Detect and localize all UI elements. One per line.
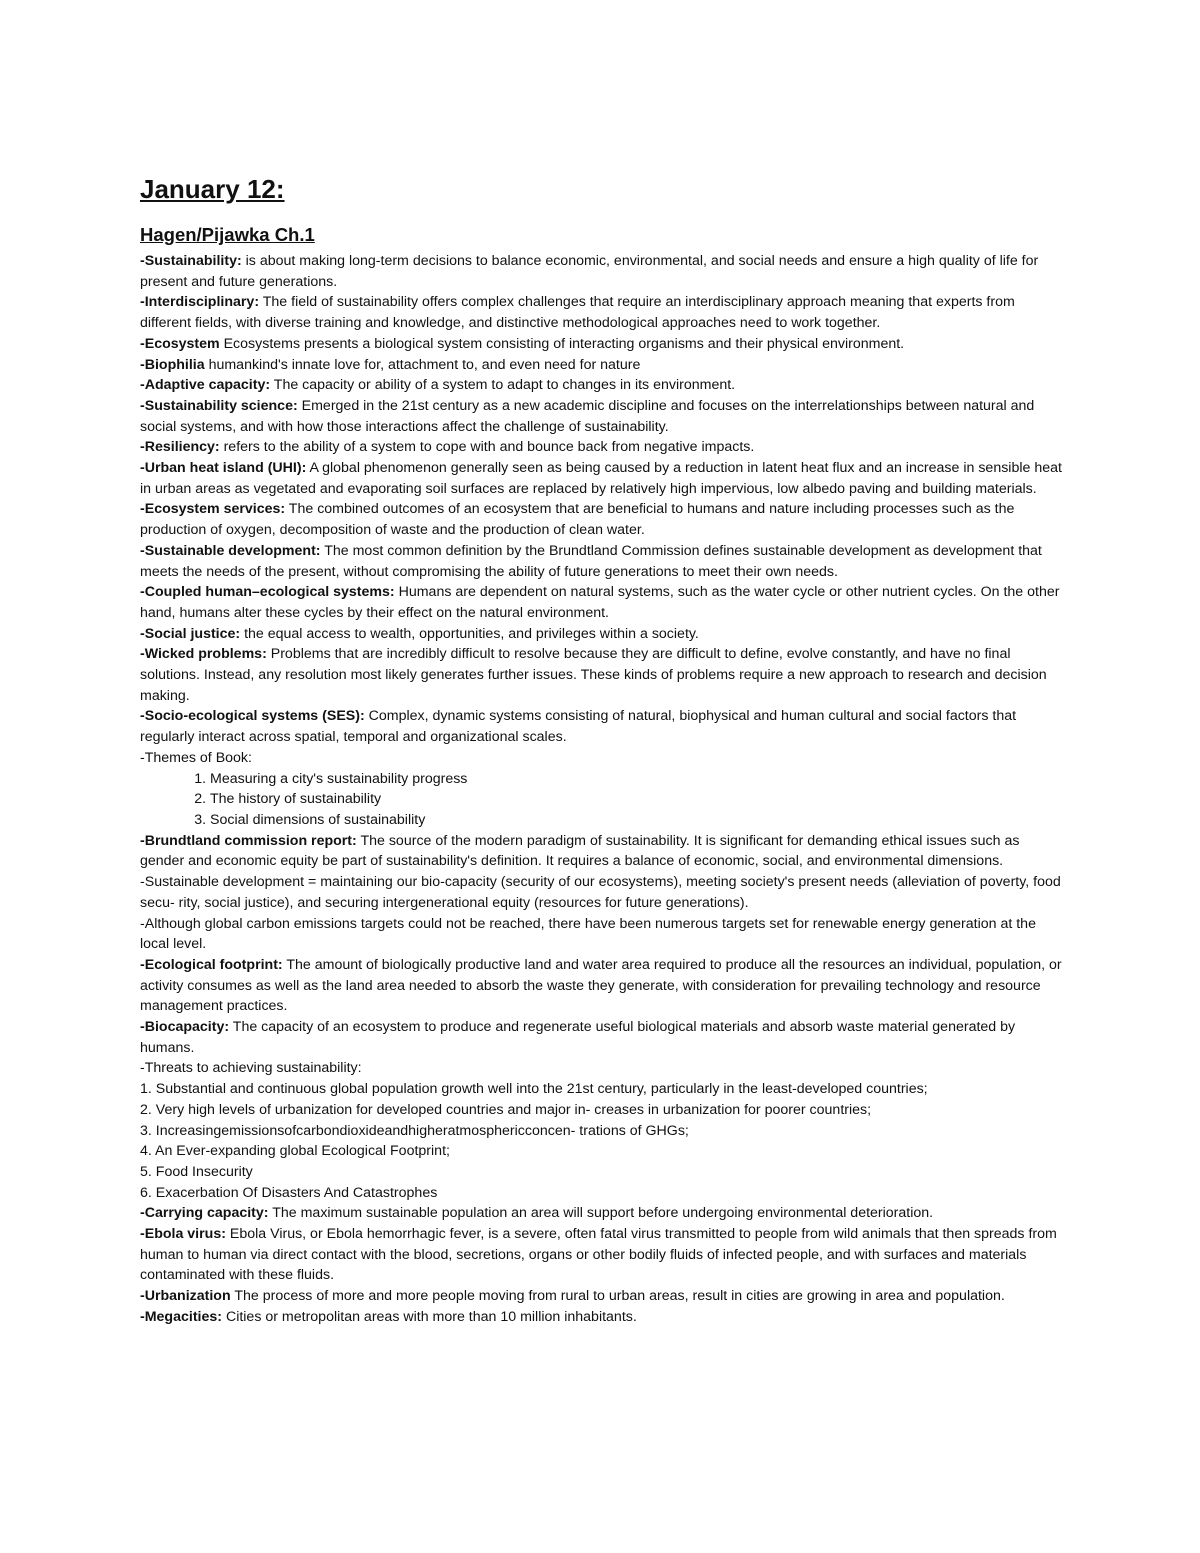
note xyxy=(140,872,1065,913)
term: -Sustainable development: xyxy=(140,542,321,559)
definition xyxy=(140,499,1065,540)
note xyxy=(140,914,1065,955)
term: -Social justice: xyxy=(140,625,241,642)
term: -Urban heat island (UHI): xyxy=(140,460,307,477)
list-item: 2. The history of sustainability xyxy=(210,789,1065,810)
list-item: 1. Measuring a city's sustainability progress xyxy=(210,769,1065,790)
definition-text: the equal access to wealth, opportunities, and privileges within a society. xyxy=(240,625,699,642)
note-text: -Although global carbon emissions targets could not be reached, there have been numerous targets set for renewable energy generation at the local level. xyxy=(140,915,1036,953)
definition-text: Cities or metropolitan areas with more than 10 million inhabitants. xyxy=(222,1308,637,1325)
list-item: 1. Substantial and continuous global population growth well into the 21st century, particularly in the least-developed countries; xyxy=(140,1081,928,1098)
note-text: -Sustainable development = maintaining our bio-capacity (security of our ecosystems), meeting society's present needs (alleviation of poverty, food secu- rity, social justice), and securing intergenerational equity (resources for future generations). xyxy=(140,874,1061,911)
term: -Biocapacity: xyxy=(140,1019,230,1036)
definition xyxy=(140,1203,1065,1224)
definition xyxy=(140,396,1065,437)
term: -Interdisciplinary: xyxy=(140,294,260,311)
term: -Biophilia xyxy=(140,356,205,373)
term: -Ecosystem xyxy=(140,335,220,352)
definition xyxy=(140,955,1065,1017)
term: -Ecosystem services: xyxy=(140,501,286,518)
term: -Socio-ecological systems (SES): xyxy=(140,708,365,725)
term: -Carrying capacity: xyxy=(140,1205,269,1222)
definition-text: The capacity of an ecosystem to produce and regenerate useful biological materials and absorb waste material generated by humans. xyxy=(140,1019,1016,1056)
definitions-b xyxy=(140,831,1065,1059)
definition-text: The amount of biologically productive land and water area required to produce all the resources an individual, population, or activity consumes as well as the land area needed to absorb the waste they generate, with consideration for prevailing technology and resource management practices. xyxy=(140,956,1062,1015)
definition xyxy=(140,355,1065,376)
definition xyxy=(140,624,1065,645)
definition-text: The source of the modern paradigm of sustainability. It is significant for demanding ethical issues such as gender and economic equity be part of sustainability's definition. It requires a balance of economic, social, and environmental dimensions. xyxy=(140,832,1020,870)
definition xyxy=(140,831,1065,872)
term: -Adaptive capacity: xyxy=(140,377,271,394)
definition-text: humankind's innate love for, attachment to, and even need for nature xyxy=(204,356,641,373)
term: -Resiliency: xyxy=(140,439,220,456)
definition xyxy=(140,334,1065,355)
definition-text: The combined outcomes of an ecosystem that are beneficial to humans and nature including processes such as the production of oxygen, decomposition of waste and the production of clean water. xyxy=(140,501,1015,539)
definition xyxy=(140,251,1065,292)
definition-text: refers to the ability of a system to cope with and bounce back from negative impacts. xyxy=(219,439,755,456)
term: -Wicked problems: xyxy=(140,646,267,663)
definition-text: The maximum sustainable population an area will support before undergoing environmental deterioration. xyxy=(268,1205,934,1222)
definition xyxy=(140,541,1065,582)
definition-text: Emerged in the 21st century as a new academic discipline and focuses on the interrelationships between natural and social systems, and with how those interactions affect the challenge of sustainability. xyxy=(140,397,1035,435)
page-title: January 12: xyxy=(140,174,285,204)
list-item: 3. Increasingemissionsofcarbondioxideandhigheratmosphericconcen- trations of GHGs; xyxy=(140,1122,689,1139)
threats-list xyxy=(140,1079,1065,1203)
definition-text: Humans are dependent on natural systems, such as the water cycle or other nutrient cycles. On the other hand, humans alter these cycles by their effect on the natural environment. xyxy=(140,584,1060,621)
definition xyxy=(140,292,1065,333)
term: -Ebola virus: xyxy=(140,1226,226,1243)
definition xyxy=(140,458,1065,499)
themes-heading: -Themes of Book: xyxy=(140,749,252,766)
definition xyxy=(140,582,1065,623)
definition-text: The field of sustainability offers complex challenges that require an interdisciplinary approach meaning that experts from different fields, with diverse training and knowledge, and distinctive methodological approaches need to work together. xyxy=(140,294,1015,332)
list-item: 6. Exacerbation Of Disasters And Catastrophes xyxy=(140,1184,438,1201)
definition-text: The capacity or ability of a system to adapt to changes in its environment. xyxy=(270,377,736,394)
term: -Brundtland commission report: xyxy=(140,832,357,849)
definition xyxy=(140,1286,1065,1307)
definition xyxy=(140,1224,1065,1286)
definition xyxy=(140,706,1065,747)
definition xyxy=(140,375,1065,396)
list-item: 2. Very high levels of urbanization for developed countries and major in- creases in urbanization for poorer countries; xyxy=(140,1101,872,1118)
definition-text: is about making long-term decisions to balance economic, environmental, and social needs and ensure a high quality of life for present and future generations. xyxy=(140,253,1039,290)
term: -Ecological footprint: xyxy=(140,956,283,973)
definition-text: The process of more and more people moving from rural to urban areas, result in cities are growing in area and population. xyxy=(230,1288,1005,1305)
notes-body xyxy=(140,251,1065,1328)
definition-text: A global phenomenon generally seen as being caused by a reduction in latent heat flux and an increase in sensible heat in urban areas as vegetated and evaporating soil surfaces are replaced by relatively high impervious, low albedo paving and building materials. xyxy=(140,460,1062,497)
definition xyxy=(140,1017,1065,1058)
definition-text: Ebola Virus, or Ebola hemorrhagic fever, is a severe, often fatal virus transmitted to people from wild animals that then spreads from human to human via direct contact with the blood, secretions, organs or other bodily fluids of infected people, and with surfaces and materials contaminated with these fluids. xyxy=(140,1226,1057,1284)
definitions-a xyxy=(140,251,1065,748)
definition xyxy=(140,644,1065,706)
section-title: Hagen/Pijawka Ch.1 xyxy=(140,224,315,245)
list-item: 3. Social dimensions of sustainability xyxy=(210,810,1065,831)
definition-text: Problems that are incredibly difficult to resolve because they are difficult to define, evolve constantly, and have no final solutions. Instead, any resolution most likely generates further issues. These kinds of problems require a new approach to research and decision making. xyxy=(140,646,1047,704)
term: -Megacities: xyxy=(140,1308,222,1325)
threats-heading: -Threats to achieving sustainability: xyxy=(140,1060,362,1077)
definition xyxy=(140,1307,1065,1328)
term: -Sustainability: xyxy=(140,253,242,269)
definition-text: The most common definition by the Brundtland Commission defines sustainable development as development that meets the needs of the present, without compromising the ability of future generations to meet their own needs. xyxy=(140,542,1042,580)
list-item: 4. An Ever-expanding global Ecological Footprint; xyxy=(140,1143,450,1160)
term: -Coupled human–ecological systems: xyxy=(140,584,395,601)
document-page xyxy=(140,170,1065,1328)
term: -Sustainability science: xyxy=(140,397,298,414)
list-item: 5. Food Insecurity xyxy=(140,1163,253,1180)
themes-list xyxy=(140,769,1065,831)
definition-text: Complex, dynamic systems consisting of natural, biophysical and human cultural and social factors that regularly interact across spatial, temporal and organizational scales. xyxy=(140,708,1017,746)
definitions-c xyxy=(140,1203,1065,1327)
definition xyxy=(140,437,1065,458)
term: -Urbanization xyxy=(140,1288,231,1305)
definition-text: Ecosystems presents a biological system consisting of interacting organisms and their physical environment. xyxy=(219,335,905,352)
